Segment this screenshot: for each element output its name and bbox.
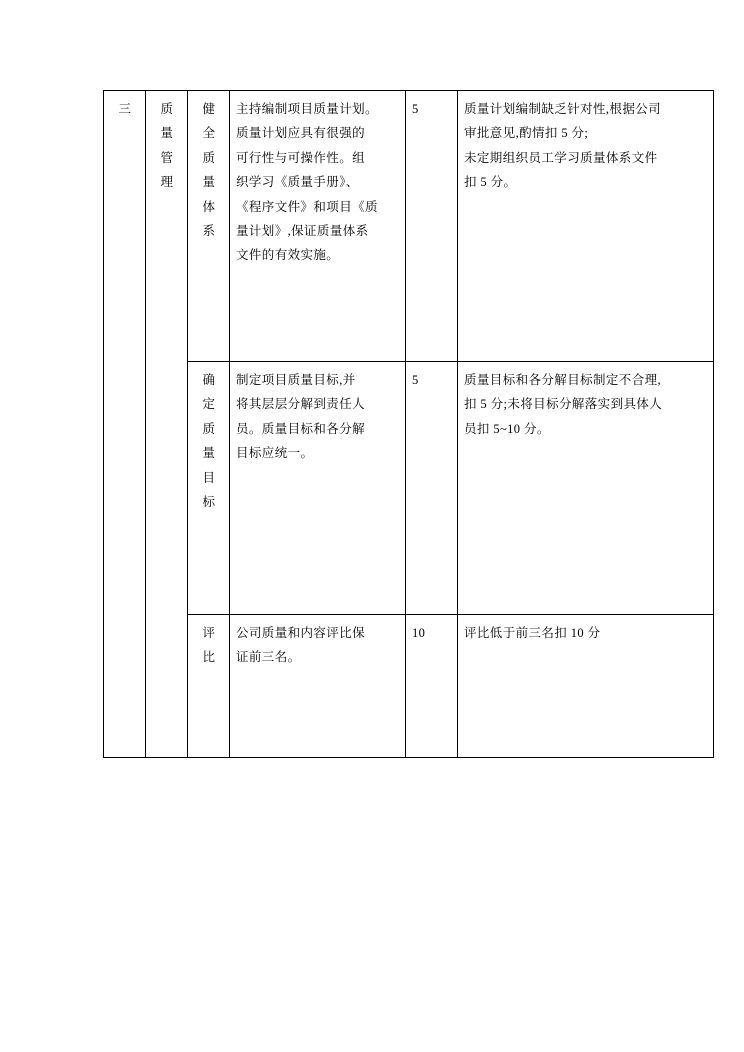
rule-line: 未定期组织员工学习质量体系文件: [464, 150, 658, 165]
content-line: 将其层层分解到责任人: [236, 397, 366, 412]
cell-score: [406, 615, 458, 758]
item-char: 全: [202, 126, 216, 141]
cell-category: [146, 91, 188, 758]
cell-rule: [458, 615, 714, 758]
content-line: 目标应统一。: [236, 446, 314, 461]
rule-line: 扣 5 分。: [464, 175, 517, 190]
cell-content: [230, 615, 406, 758]
item-char: 目: [202, 470, 216, 485]
score-value: 10: [412, 626, 426, 640]
content-line: 量计划》,保证质量体系: [236, 223, 369, 238]
rule-line: 评比低于前三名扣 10 分: [464, 626, 601, 640]
assessment-table: [103, 90, 714, 758]
content-line: 主持编制项目质量计划。: [236, 102, 378, 116]
item-char: 健: [202, 102, 216, 116]
item-char: 评: [202, 626, 216, 640]
content-line: 制定项目质量目标,并: [236, 373, 356, 387]
rule-line: 员扣 5~10 分。: [464, 421, 550, 436]
category-char: 量: [160, 126, 174, 141]
rule-line: 质量计划编制缺乏针对性,根据公司: [464, 102, 662, 116]
item-char: 量: [202, 446, 216, 461]
item-char: 定: [202, 397, 216, 412]
table-row: [104, 362, 714, 615]
item-char: 质: [202, 150, 216, 165]
content-line: 证前三名。: [236, 650, 301, 665]
item-char: 标: [202, 494, 216, 509]
content-line: 织学习《质量手册》、: [236, 175, 359, 190]
item-char: 质: [202, 421, 216, 436]
content-line: 质量计划应具有很强的: [236, 126, 366, 141]
cell-serial-number: [104, 91, 146, 758]
cell-score: [406, 91, 458, 362]
cell-rule: [458, 91, 714, 362]
cell-score: [406, 362, 458, 615]
content-line: 《程序文件》和项目《质: [236, 199, 378, 214]
score-value: 5: [412, 373, 419, 387]
cell-item: [188, 615, 230, 758]
rule-line: 审批意见,酌情扣 5 分;: [464, 126, 589, 141]
item-char: 比: [202, 650, 216, 665]
category-char: 质: [160, 102, 174, 116]
item-char: 体: [202, 199, 216, 214]
item-char: 量: [202, 175, 216, 190]
content-line: 可行性与可操作性。组: [236, 150, 366, 165]
content-line: 文件的有效实施。: [236, 248, 340, 263]
rule-line: 质量目标和各分解目标制定不合理,: [464, 373, 662, 387]
table-body: [104, 91, 714, 758]
item-char: 确: [202, 373, 216, 387]
item-char: 系: [202, 223, 216, 238]
category-char: 理: [160, 175, 174, 190]
content-line: 公司质量和内容评比保: [236, 626, 366, 640]
cell-content: [230, 362, 406, 615]
rule-line: 扣 5 分;未将目标分解落实到具体人: [464, 397, 663, 412]
table-row: [104, 91, 714, 362]
score-value: 5: [412, 102, 419, 116]
cell-rule: [458, 362, 714, 615]
content-line: 员。质量目标和各分解: [236, 421, 366, 436]
table-row: [104, 615, 714, 758]
cell-item: [188, 362, 230, 615]
cell-item: [188, 91, 230, 362]
serial-number-text: 三: [118, 102, 132, 116]
category-char: 管: [160, 150, 174, 165]
cell-content: [230, 91, 406, 362]
